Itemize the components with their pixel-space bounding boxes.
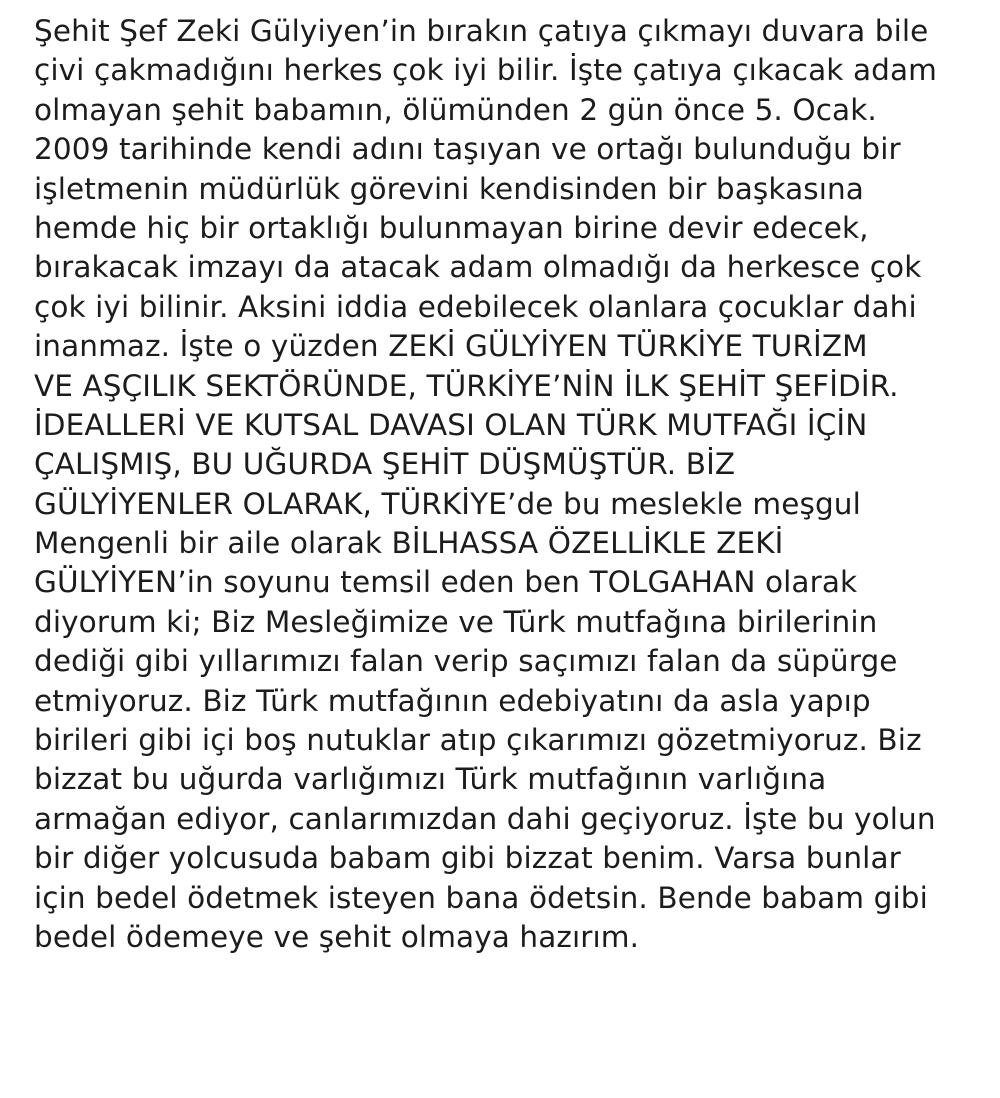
post-line-13: GÜLYİYENLER OLARAK, TÜRKİYE’de bu meslekle meşgul	[34, 486, 861, 521]
post-line-23: için bedel ödetmek isteyen bana ödetsin. Bende babam gibi	[34, 880, 928, 915]
post-line-22: bir diğer yolcusuda babam gibi bizzat benim. Varsa bunlar	[34, 841, 901, 876]
post-line-12: ÇALIŞMIŞ, BU UĞURDA ŞEHİT DÜŞMÜŞTÜR. BİZ	[34, 447, 736, 482]
post-line-9: inanmaz. İşte o yüzden ZEKİ GÜLYİYEN TÜRKİYE TURİZM	[34, 329, 868, 364]
post-line-8: çok iyi bilinir. Aksini iddia edebilecek olanlara çocuklar dahi	[34, 289, 917, 324]
post-text	[34, 12, 984, 957]
post-line-5: işletmenin müdürlük görevini kendisinden bir başkasına	[34, 171, 864, 206]
post-line-18: etmiyoruz. Biz Türk mutfağının edebiyatını da asla yapıp	[34, 683, 871, 718]
post-line-17: dediği gibi yıllarımızı falan verip saçımızı falan da süpürge	[34, 644, 898, 679]
post-line-15: GÜLYİYEN’in soyunu temsil eden ben TOLGAHAN olarak	[34, 565, 858, 600]
post-line-4: 2009 tarihinde kendi adını taşıyan ve ortağı bulunduğu bir	[34, 132, 901, 167]
post-line-21: armağan ediyor, canlarımızdan dahi geçiyoruz. İşte bu yolun	[34, 801, 936, 836]
post-line-2: çivi çakmadığını herkes çok iyi bilir. İşte çatıya çıkacak adam	[34, 53, 937, 88]
post-line-19: birileri gibi içi boş nutuklar atıp çıkarımızı gözetmiyoruz. Biz	[34, 723, 922, 758]
post-line-24: bedel ödemeye ve şehit olmaya hazırım.	[34, 919, 640, 954]
post-line-7: bırakacak imzayı da atacak adam olmadığı da herkesce çok	[34, 250, 922, 285]
post-line-1: Şehit Şef Zeki Gülyiyen’in bırakın çatıya çıkmayı duvara bile	[34, 14, 929, 48]
post-line-6: hemde hiç bir ortaklığı bulunmayan birine devir edecek,	[34, 210, 869, 245]
post-line-20: bizzat bu uğurda varlığımızı Türk mutfağının varlığına	[34, 762, 827, 797]
post-line-16: diyorum ki; Biz Mesleğimize ve Türk mutfağına birilerinin	[34, 604, 878, 639]
post-line-14: Mengenli bir aile olarak BİLHASSA ÖZELLİKLE ZEKİ	[34, 526, 784, 561]
post-line-11: İDEALLERİ VE KUTSAL DAVASI OLAN TÜRK MUTFAĞI İÇİN	[34, 407, 868, 442]
post-line-10: VE AŞÇILIK SEKTÖRÜNDE, TÜRKİYE’NİN İLK ŞEHİT ŞEFİDİR.	[34, 368, 899, 403]
post-line-3: olmayan şehit babamın, ölümünden 2 gün önce 5. Ocak.	[34, 92, 877, 127]
